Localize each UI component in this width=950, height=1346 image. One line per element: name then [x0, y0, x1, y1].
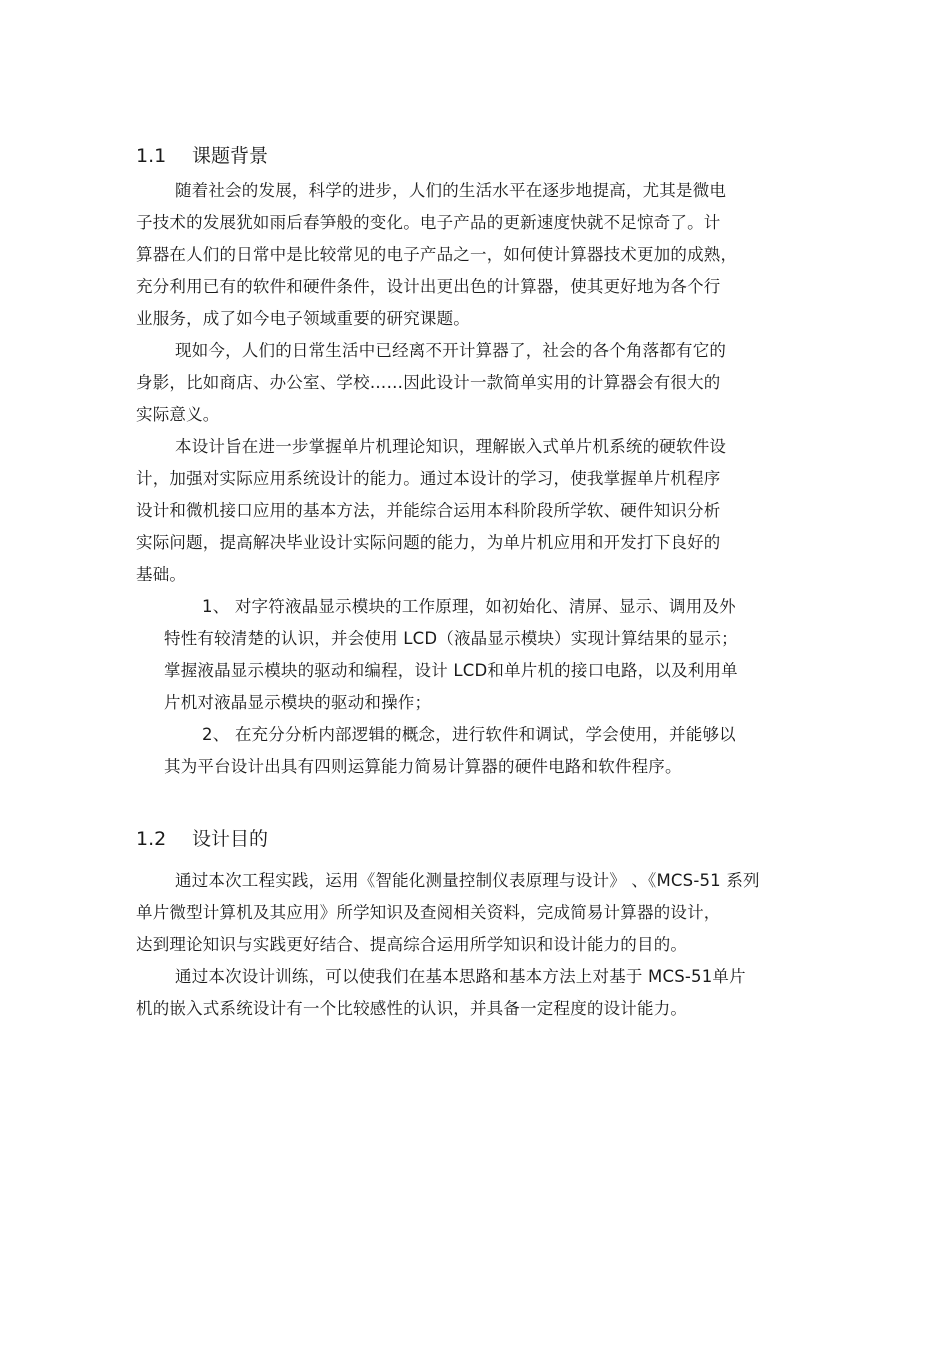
section-heading-1-1 — [136, 143, 268, 169]
list-item-line: 其为平台设计出具有四则运算能力简易计算器的硬件电路和软件程序。 — [164, 757, 682, 776]
paragraph-line: 通过本次设计训练，可以使我们在基本思路和基本方法上对基于 MCS-51单片 — [175, 967, 746, 986]
paragraph-line: 子技术的发展犹如雨后春笋般的变化。电子产品的更新速度快就不足惊奇了。计 — [136, 213, 721, 232]
section-number: 1.1 — [136, 145, 167, 167]
paragraph-line: 通过本次工程实践，运用《智能化测量控制仪表原理与设计》 、《MCS-51 系列 — [175, 871, 760, 890]
list-item-line: 2、 在充分分析内部逻辑的概念，进行软件和调试，学会使用，并能够以 — [202, 725, 736, 744]
paragraph-line: 随着社会的发展，科学的进步，人们的生活水平在逐步地提高，尤其是微电 — [175, 181, 727, 200]
paragraph-line: 算器在人们的日常中是比较常见的电子产品之一，如何使计算器技术更加的成熟， — [136, 245, 738, 264]
list-item-line: 1、 对字符液晶显示模块的工作原理，如初始化、清屏、显示、调用及外 — [202, 597, 736, 616]
paragraph-line: 计，加强对实际应用系统设计的能力。通过本设计的学习，使我掌握单片机程序 — [136, 469, 721, 488]
paragraph-line: 本设计旨在进一步掌握单片机理论知识，理解嵌入式单片机系统的硬软件设 — [175, 437, 727, 456]
list-item-line: 掌握液晶显示模块的驱动和编程，设计 LCD和单片机的接口电路，以及利用单 — [164, 661, 738, 680]
paragraph-line: 达到理论知识与实践更好结合、提高综合运用所学知识和设计能力的目的。 — [136, 935, 688, 954]
list-item-line: 片机对液晶显示模块的驱动和操作； — [164, 693, 432, 712]
paragraph-line: 身影，比如商店、办公室、学校……因此设计一款简单实用的计算器会有很大的 — [136, 373, 721, 392]
paragraph-line: 基础。 — [136, 565, 187, 584]
paragraph-line: 机的嵌入式系统设计有一个比较感性的认识，并具备一定程度的设计能力。 — [136, 999, 688, 1018]
paragraph-line: 单片微型计算机及其应用》所学知识及查阅相关资料，完成简易计算器的设计， — [136, 903, 721, 922]
list-item-line: 特性有较清楚的认识，并会使用 LCD（液晶显示模块）实现计算结果的显示； — [164, 629, 738, 648]
section-number: 1.2 — [136, 828, 167, 850]
paragraph-line: 现如今，人们的日常生活中已经离不开计算器了，社会的各个角落都有它的 — [175, 341, 727, 360]
section-title: 课题背景 — [192, 145, 269, 167]
paragraph-line: 实际意义。 — [136, 405, 220, 424]
paragraph-line: 业服务，成了如今电子领域重要的研究课题。 — [136, 309, 470, 328]
section-heading-1-2 — [136, 826, 268, 852]
paragraph-line: 设计和微机接口应用的基本方法，并能综合运用本科阶段所学软、硬件知识分析 — [136, 501, 721, 520]
section-title: 设计目的 — [192, 828, 269, 850]
paragraph-line: 充分利用已有的软件和硬件条件，设计出更出色的计算器，使其更好地为各个行 — [136, 277, 721, 296]
paragraph-line: 实际问题，提高解决毕业设计实际问题的能力，为单片机应用和开发打下良好的 — [136, 533, 721, 552]
